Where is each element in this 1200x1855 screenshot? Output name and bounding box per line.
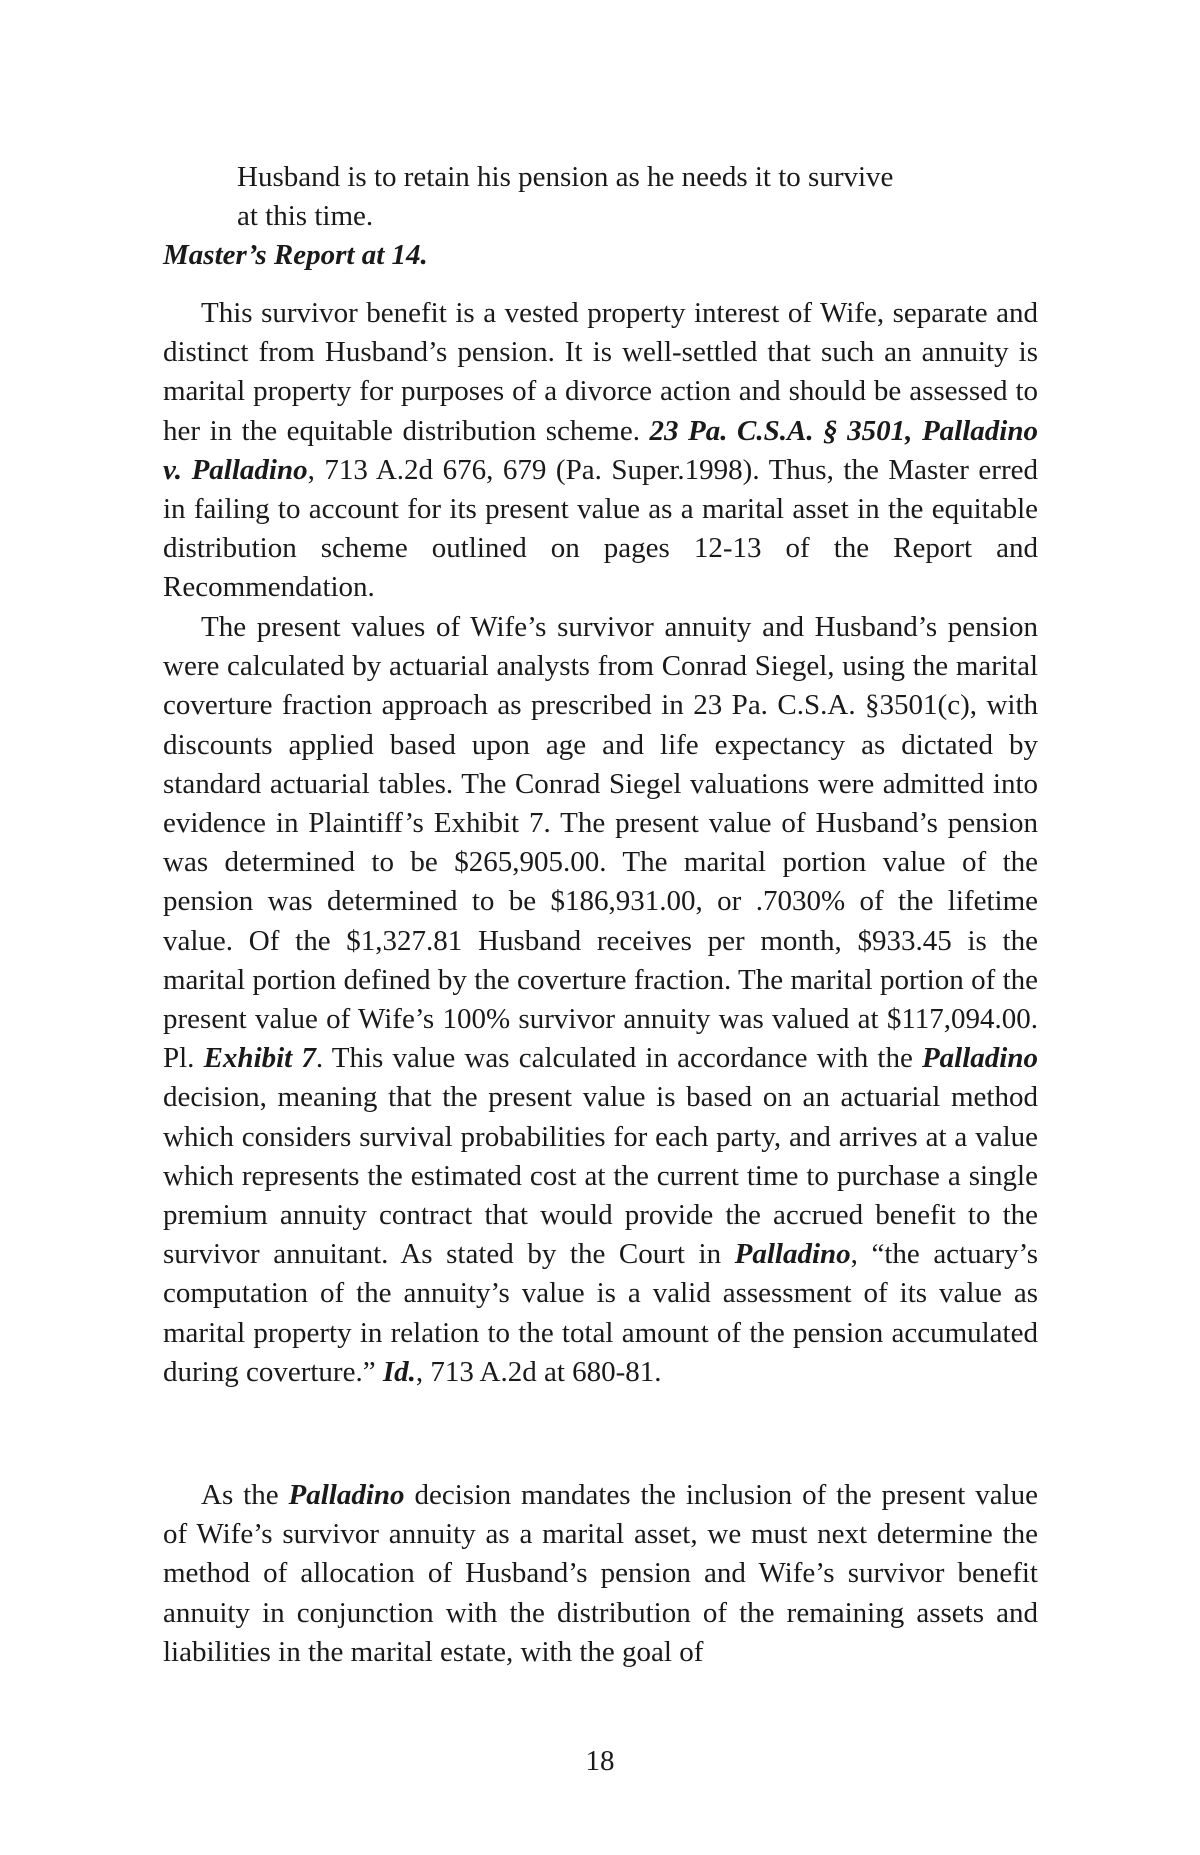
paragraph-1-text-b: , 713 A.2d 676, 679 (Pa. Super.1998). Thus, the Master erred in failing to account for its present value as a marital asset in the equitable distribution scheme outlined on pages 12-13 of the Report and Recommendation. bbox=[163, 453, 1038, 604]
paragraph-2-text-d: , “the actuary’s computation of the annuity’s value is a valid assessment of its value as marital property in relation to the total amount of the pension accumulated during coverture.” bbox=[163, 1238, 1038, 1388]
paragraph-1-text-a: This survivor benefit is a vested property interest of Wife, separate and distinct from Husband’s pension. It is well-settled that such an annuity is marital property for purposes of a divorce action and should be assessed to her in the equitable distribution scheme. bbox=[163, 297, 1038, 447]
paragraph-3-text-a: As the bbox=[201, 1479, 289, 1511]
paragraph-2-container bbox=[163, 608, 1038, 1392]
paragraph-3 bbox=[163, 1476, 1038, 1672]
paragraph-2-text-b: . This value was calculated in accordance with the bbox=[315, 1042, 922, 1075]
paragraph-2-text-c: decision, meaning that the present value is based on an actuarial method which considers survival probabilities for each party, and arrives at a value which represents the estimated cost at the current time to purchase a single premium annuity contract that would provide the accrued benefit to the survivor annuitant. As stated by the Court in bbox=[163, 1081, 1038, 1271]
paragraph-1-citation: 23 Pa. C.S.A. § 3501, Palladino v. Palladino bbox=[163, 414, 1038, 486]
quote-line-1: Husband is to retain his pension as he needs it to survive bbox=[237, 161, 894, 193]
paragraph-2-citation-palladino-1: Palladino bbox=[921, 1042, 1038, 1075]
paragraph-2 bbox=[163, 608, 1038, 1392]
paragraph-2-text-a: The present values of Wife’s survivor annuity and Husband’s pension were calculated by actuarial analysts from Conrad Siegel, using the marital coverture fraction approach as prescribed in 23 Pa. C.S.A. §3501(c), with discounts applied based upon age and life expectancy as dictated by standard actuarial tables. The Conrad Siegel valuations were admitted into evidence in Plaintiff’s Exhibit 7. The present value of Husband’s pension was determined to be $265,905.00. The marital portion value of the pension was determined to be $186,931.00, or .7030% of the lifetime value. Of the $1,327.81 Husband receives per month, $933.45 is the marital portion defined by the coverture fraction. The marital portion of the present value of Wife’s 100% survivor annuity was valued at $117,094.00. Pl. bbox=[163, 611, 1038, 1075]
block-quote bbox=[237, 158, 1037, 236]
paragraph-3-text-b: decision mandates the inclusion of the present value of Wife’s survivor annuity as a marital asset, we must next determine the method of allocation of Husband’s pension and Wife’s survivor benefit annuity in conjunction with the distribution of the remaining assets and liabilities in the marital estate, with the goal of bbox=[163, 1479, 1038, 1668]
quote-line-2: at this time. bbox=[237, 200, 374, 233]
paragraph-3-citation: Palladino bbox=[288, 1479, 405, 1511]
page-number: 18 bbox=[585, 1745, 615, 1777]
paragraph-2-citation-id: Id. bbox=[382, 1355, 416, 1388]
paragraph-1-container bbox=[163, 294, 1038, 608]
paragraph-2-citation-palladino-2: Palladino bbox=[734, 1238, 851, 1271]
paragraph-2-text-e: , 713 A.2d at 680-81. bbox=[415, 1355, 662, 1388]
paragraph-2-citation-exhibit: Exhibit 7 bbox=[203, 1042, 316, 1075]
quote-citation: Master’s Report at 14. bbox=[163, 239, 428, 271]
paragraph-3-container bbox=[163, 1476, 1038, 1672]
paragraph-1 bbox=[163, 294, 1038, 608]
